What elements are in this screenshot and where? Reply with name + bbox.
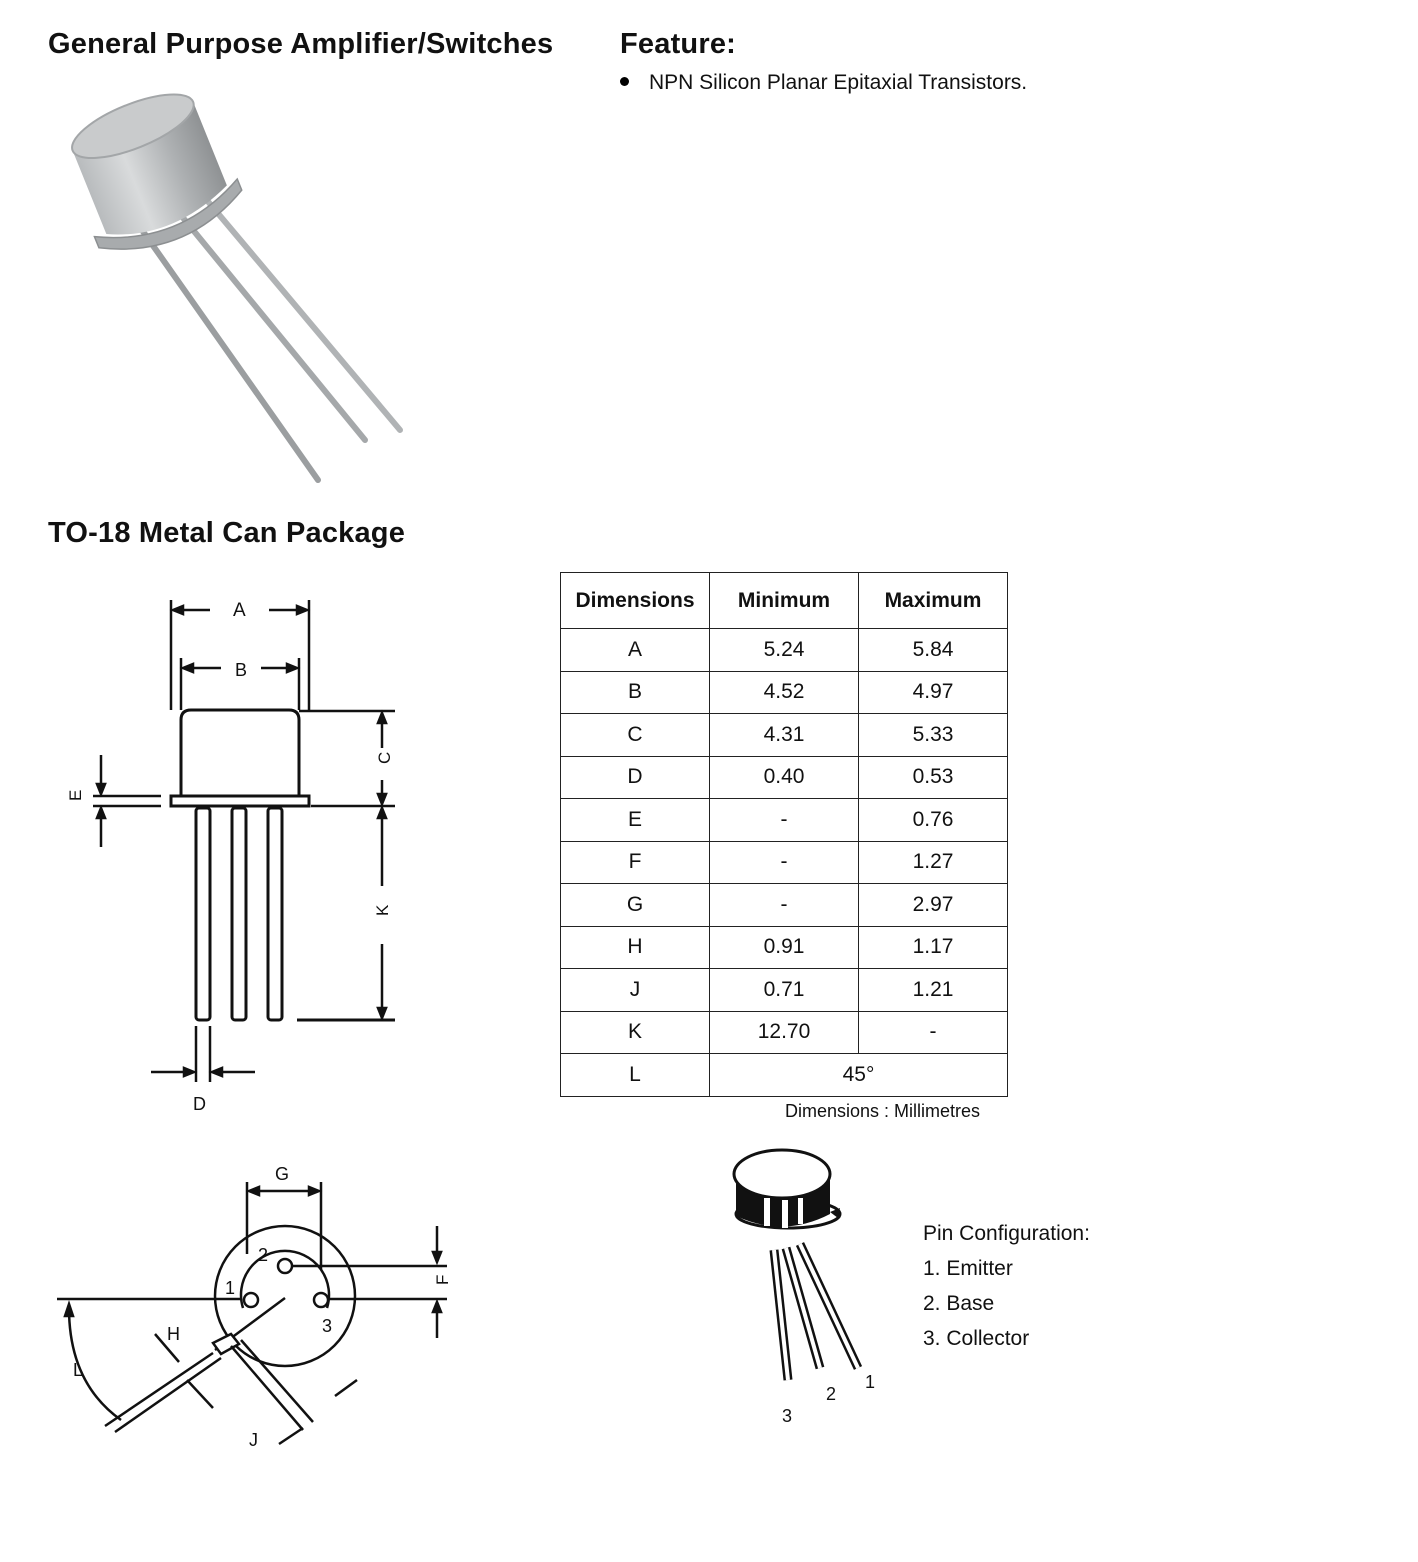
label-h: H bbox=[167, 1324, 180, 1344]
table-row bbox=[561, 756, 1008, 799]
side-view-drawing bbox=[55, 590, 415, 1130]
cell-dim: E bbox=[561, 799, 710, 842]
pin-config-list bbox=[923, 1216, 1090, 1356]
cell-min: - bbox=[710, 841, 859, 884]
cell-dim: B bbox=[561, 671, 710, 714]
cell-dim: K bbox=[561, 1011, 710, 1054]
bottom-view-drawing bbox=[55, 1158, 455, 1458]
cell-dim: H bbox=[561, 926, 710, 969]
label-f: F bbox=[433, 1274, 452, 1285]
label-g: G bbox=[275, 1164, 290, 1184]
label-c: C bbox=[375, 751, 394, 764]
pin-config-title: Pin Configuration: bbox=[923, 1222, 1090, 1245]
table-row bbox=[561, 841, 1008, 884]
cell-dim: C bbox=[561, 714, 710, 757]
cell-dim: L bbox=[561, 1054, 710, 1097]
label-a: A bbox=[233, 600, 246, 621]
table-header-row bbox=[561, 573, 1008, 629]
cell-min: 4.52 bbox=[710, 671, 859, 714]
feature-heading: Feature: bbox=[620, 28, 737, 60]
pin-item-emitter: 1. Emitter bbox=[923, 1257, 1013, 1280]
label-l: L bbox=[73, 1360, 84, 1380]
cell-min: 0.40 bbox=[710, 756, 859, 799]
cell-max: 4.97 bbox=[859, 671, 1008, 714]
table-row bbox=[561, 1011, 1008, 1054]
cell-max: - bbox=[859, 1011, 1008, 1054]
table-row bbox=[561, 799, 1008, 842]
pin-item-collector: 3. Collector bbox=[923, 1327, 1030, 1350]
label-b: B bbox=[235, 660, 248, 680]
pin-2-number: 2 bbox=[826, 1384, 837, 1404]
table-row bbox=[561, 714, 1008, 757]
label-e: E bbox=[66, 789, 85, 801]
cell-min: - bbox=[710, 884, 859, 927]
header-dimensions: Dimensions bbox=[561, 573, 710, 629]
label-j: J bbox=[249, 1430, 258, 1450]
cell-min: 12.70 bbox=[710, 1011, 859, 1054]
cell-max: 0.53 bbox=[859, 756, 1008, 799]
cell-min: 4.31 bbox=[710, 714, 859, 757]
cell-min: 5.24 bbox=[710, 629, 859, 672]
cell-angle: 45° bbox=[710, 1054, 1008, 1097]
pin-config-drawing bbox=[722, 1140, 892, 1440]
package-title: TO-18 Metal Can Package bbox=[48, 517, 406, 549]
cell-min: 0.91 bbox=[710, 926, 859, 969]
bullet-icon bbox=[620, 77, 629, 86]
units-note: Dimensions : Millimetres bbox=[785, 1101, 981, 1121]
cell-max: 2.97 bbox=[859, 884, 1008, 927]
pin-3-number: 3 bbox=[782, 1406, 793, 1426]
feature-text: NPN Silicon Planar Epitaxial Transistors. bbox=[649, 71, 1028, 94]
transistor-photo bbox=[50, 80, 430, 510]
label-k: K bbox=[373, 904, 392, 916]
pin-1-label: 1 bbox=[225, 1278, 236, 1298]
header-minimum: Minimum bbox=[710, 573, 859, 629]
cell-max: 5.84 bbox=[859, 629, 1008, 672]
table-row bbox=[561, 671, 1008, 714]
cell-max: 1.17 bbox=[859, 926, 1008, 969]
label-d: D bbox=[193, 1094, 206, 1114]
cell-dim: G bbox=[561, 884, 710, 927]
pin-3-label: 3 bbox=[322, 1316, 333, 1336]
table-row bbox=[561, 884, 1008, 927]
cell-dim: A bbox=[561, 629, 710, 672]
cell-min: 0.71 bbox=[710, 969, 859, 1012]
pin-1-number: 1 bbox=[865, 1372, 876, 1392]
header-maximum: Maximum bbox=[859, 573, 1008, 629]
dimensions-table bbox=[560, 572, 1008, 1097]
cell-dim: D bbox=[561, 756, 710, 799]
cell-min: - bbox=[710, 799, 859, 842]
cell-max: 5.33 bbox=[859, 714, 1008, 757]
cell-dim: J bbox=[561, 969, 710, 1012]
cell-dim: F bbox=[561, 841, 710, 884]
cell-max: 1.21 bbox=[859, 969, 1008, 1012]
table-row bbox=[561, 969, 1008, 1012]
feature-item bbox=[620, 71, 1027, 95]
table-row bbox=[561, 1054, 1008, 1097]
table-row bbox=[561, 926, 1008, 969]
table-row bbox=[561, 629, 1008, 672]
cell-max: 0.76 bbox=[859, 799, 1008, 842]
page-title: General Purpose Amplifier/Switches bbox=[48, 28, 554, 60]
pin-2-label: 2 bbox=[258, 1245, 269, 1265]
cell-max: 1.27 bbox=[859, 841, 1008, 884]
pin-item-base: 2. Base bbox=[923, 1292, 995, 1315]
